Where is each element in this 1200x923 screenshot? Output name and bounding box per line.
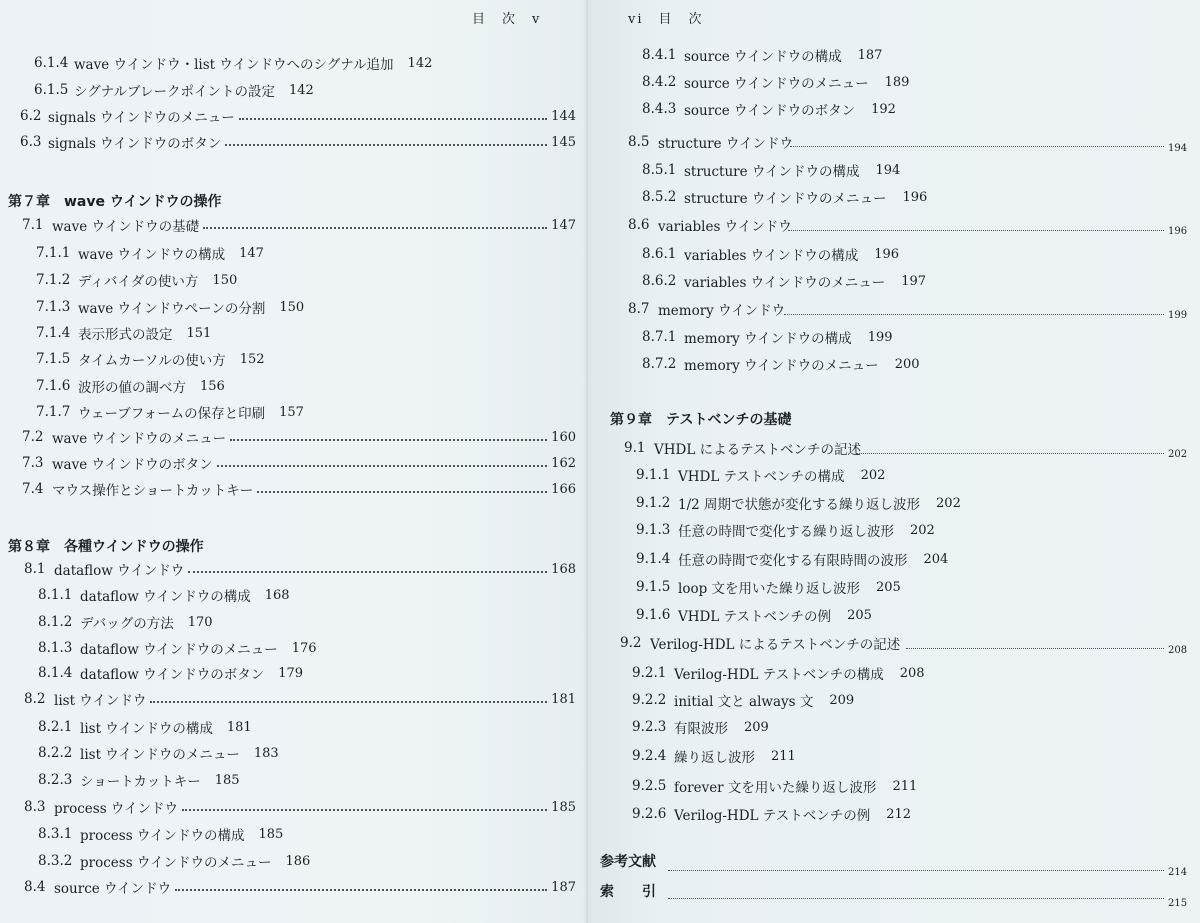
toc-entry-9-2-5: 9.2.5 forever 文を用いた繰り返し波形 211 [632,778,918,796]
toc-entry-8-7-1: 8.7.1 memory ウインドウの構成 199 [642,329,893,347]
toc-entry-7-1-1: 7.1.1 wave ウインドウの構成 147 [36,245,264,263]
toc-entry-9-2: 9.2 Verilog-HDL によるテストベンチの記述 [620,635,901,653]
leader-dots [668,870,1164,871]
page-number-8-7: 199 [1168,310,1188,321]
toc-entry-8-6: 8.6 variables ウインドウ [628,217,792,235]
toc-entry-8-6-2: 8.6.2 variables ウインドウのメニュー 197 [642,273,927,291]
page-number-9-1: 202 [1168,449,1188,460]
page-number-index: 215 [1168,898,1188,909]
toc-entry-8-3: 8.3 process ウインドウ 185 [24,799,576,817]
toc-entry-8-3-1: 8.3.1 process ウインドウの構成 185 [38,826,284,844]
page-number-8-5: 194 [1168,143,1188,154]
toc-entry-9-1-4: 9.1.4 任意の時間で変化する有限時間の波形 204 [636,551,949,569]
toc-entry-7-1-3: 7.1.3 wave ウインドウペーンの分割 150 [36,299,305,317]
toc-entry-7-1: 7.1 wave ウインドウの基礎 147 [22,217,576,235]
toc-entry-9-2-4: 9.2.4 繰り返し波形 211 [632,748,796,766]
toc-entry-9-1-6: 9.1.6 VHDL テストベンチの例 205 [636,607,872,625]
toc-entry-6-2: 6.2 signals ウインドウのメニュー 144 [20,108,576,126]
leader-dots [906,648,1164,649]
toc-entry-7-1-5: 7.1.5 タイムカーソルの使い方 152 [36,351,265,369]
toc-entry-8-4: 8.4 source ウインドウ 187 [24,879,576,897]
toc-entry-8-4-2: 8.4.2 source ウインドウのメニュー 189 [642,74,910,92]
toc-entry-9-1-1: 9.1.1 VHDL テストベンチの構成 202 [636,467,886,485]
page-number-8-6: 196 [1168,226,1188,237]
toc-entry-8-4-1: 8.4.1 source ウインドウの構成 187 [642,47,883,65]
toc-entry-9-1: 9.1 VHDL によるテストベンチの記述 [624,440,862,458]
toc-entry-8-5-1: 8.5.1 structure ウインドウの構成 194 [642,162,901,180]
page-header-left: 目 次 v [472,12,542,27]
toc-entry-8-2-2: 8.2.2 list ウインドウのメニュー 183 [38,745,279,763]
toc-entry-8-4-3: 8.4.3 source ウインドウのボタン 192 [642,101,896,119]
toc-entry-7-3: 7.3 wave ウインドウのボタン 162 [22,455,576,473]
toc-entry-9-1-5: 9.1.5 loop 文を用いた繰り返し波形 205 [636,579,901,597]
chapter-9-heading: 第９章 テストベンチの基礎 [610,412,792,428]
toc-entry-8-3-2: 8.3.2 process ウインドウのメニュー 186 [38,853,311,871]
leader-dots [788,230,1164,231]
toc-entry-7-1-7: 7.1.7 ウェーブフォームの保存と印刷 157 [36,404,304,422]
toc-entry-9-2-2: 9.2.2 initial 文と always 文 209 [632,692,855,710]
toc-entry-8-5: 8.5 structure ウインドウ [628,134,794,152]
toc-entry-8-2: 8.2 list ウインドウ 181 [24,691,576,709]
toc-entry-9-2-6: 9.2.6 Verilog-HDL テストベンチの例 212 [632,806,912,824]
toc-entry-9-2-1: 9.2.1 Verilog-HDL テストベンチの構成 208 [632,665,925,683]
page-header-right: vi 目 次 [628,12,704,27]
toc-entry-8-7: 8.7 memory ウインドウ [628,301,786,319]
chapter-7-heading: 第７章 wave ウインドウの操作 [8,194,222,210]
right-page [588,0,1200,923]
toc-entry-7-1-4: 7.1.4 表示形式の設定 151 [36,325,212,343]
leader-dots [784,314,1164,315]
toc-entry-6-1-4: 6.1.4 wave ウインドウ・list ウインドウへのシグナル追加 142 [34,55,433,73]
toc-entry-8-1-1: 8.1.1 dataflow ウインドウの構成 168 [38,587,290,605]
toc-entry-8-7-2: 8.7.2 memory ウインドウのメニュー 200 [642,356,920,374]
toc-entry-8-1: 8.1 dataflow ウインドウ 168 [24,561,576,579]
toc-entry-9-1-2: 9.1.2 1/2 周期で状態が変化する繰り返し波形 202 [636,495,961,513]
leader-dots [668,898,1164,899]
toc-entry-6-3: 6.3 signals ウインドウのボタン 145 [20,134,576,152]
toc-entry-8-1-2: 8.1.2 デバッグの方法 170 [38,614,213,632]
toc-entry-6-1-5: 6.1.5 シグナルブレークポイントの設定 142 [34,82,314,100]
toc-entry-8-1-4: 8.1.4 dataflow ウインドウのボタン 179 [38,665,304,683]
leader-dots [856,453,1164,454]
leader-dots [790,146,1164,147]
toc-entry-8-2-3: 8.2.3 ショートカットキー 185 [38,772,240,790]
toc-entry-8-1-3: 8.1.3 dataflow ウインドウのメニュー 176 [38,640,317,658]
toc-entry-8-5-2: 8.5.2 structure ウインドウのメニュー 196 [642,189,928,207]
left-page [0,0,588,923]
chapter-8-heading: 第８章 各種ウインドウの操作 [8,539,204,555]
toc-entry-7-1-6: 7.1.6 波形の値の調べ方 156 [36,378,225,396]
toc-entry-9-1-3: 9.1.3 任意の時間で変化する繰り返し波形 202 [636,522,935,540]
toc-entry-7-2: 7.2 wave ウインドウのメニュー 160 [22,429,576,447]
toc-entry-8-2-1: 8.2.1 list ウインドウの構成 181 [38,719,252,737]
references-heading: 参考文献 [600,854,656,870]
toc-entry-8-6-1: 8.6.1 variables ウインドウの構成 196 [642,246,900,264]
toc-entry-9-2-3: 9.2.3 有限波形 209 [632,719,769,737]
index-heading: 索 引 [600,884,656,900]
toc-entry-7-1-2: 7.1.2 ディバイダの使い方 150 [36,272,238,290]
toc-entry-7-4: 7.4 マウス操作とショートカットキー 166 [22,481,576,499]
page-number-9-2: 208 [1168,645,1188,656]
page-number-references: 214 [1168,867,1188,878]
